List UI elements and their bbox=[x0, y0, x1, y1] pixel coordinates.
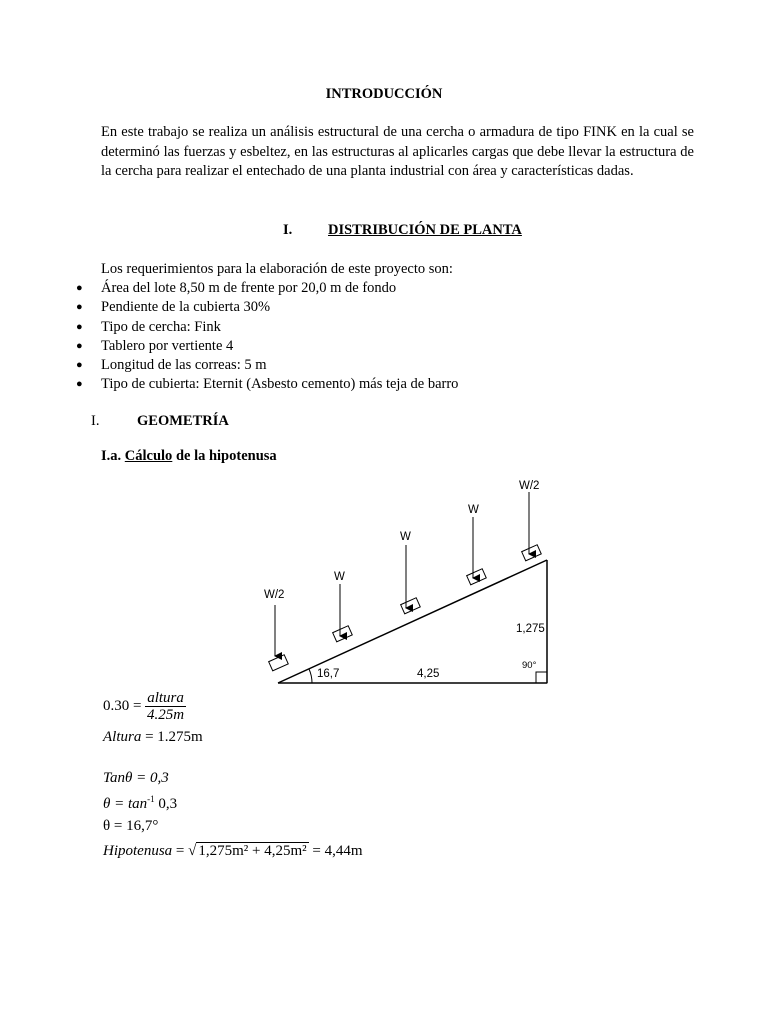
list-item-text: Pendiente de la cubierta 30% bbox=[101, 299, 271, 316]
requirements-intro: Los requerimientos para la elaboración de este proyecto son: bbox=[101, 261, 453, 277]
subsection-prefix: I.a. bbox=[101, 448, 122, 464]
equation-height bbox=[103, 729, 203, 746]
fraction-numerator: altura bbox=[147, 690, 184, 706]
equation-result: = 4,44m bbox=[308, 843, 363, 859]
section-title: DISTRIBUCIÓN DE PLANTA bbox=[328, 222, 522, 238]
load-label: W bbox=[468, 504, 479, 516]
list-item-text: Tipo de cubierta: Eternit (Asbesto cemento) más teja de barro bbox=[101, 376, 459, 393]
equation-equals: = bbox=[172, 843, 189, 859]
equation-radicand: 1,275m² + 4,25m² bbox=[198, 843, 307, 859]
load-label: W bbox=[400, 531, 411, 543]
list-item bbox=[0, 298, 458, 317]
intro-paragraph: En este trabajo se realiza un análisis estructural de una cercha o armadura de tipo FINK en la cual se determinó las fuerzas y esbeltez, en las estructuras al aplicarles cargas que debe llevar la estructura de la cercha para realizar el entechado de una planta industrial con área y características dadas. bbox=[101, 124, 694, 179]
equation-value: = 1.275m bbox=[141, 729, 203, 745]
requirements-list bbox=[0, 279, 458, 395]
list-item bbox=[0, 279, 458, 298]
bullet-icon: ● bbox=[76, 282, 83, 294]
bullet-icon: ● bbox=[76, 339, 83, 352]
load-label: W bbox=[334, 571, 345, 583]
triangle bbox=[278, 560, 547, 683]
section-title: GEOMETRÍA bbox=[137, 413, 229, 429]
list-item-text: Área del lote 8,50 m de frente por 20,0 m de fondo bbox=[101, 280, 397, 296]
equation-lhs: 0.30 = bbox=[103, 697, 142, 714]
right-angle-label: 90° bbox=[522, 660, 537, 671]
equation-variable: Altura bbox=[103, 729, 142, 745]
list-item bbox=[0, 318, 458, 337]
triangle-hypotenuse bbox=[278, 560, 547, 683]
purlin bbox=[522, 545, 542, 561]
angle-label: 16,7 bbox=[317, 668, 340, 680]
list-item bbox=[0, 356, 458, 375]
section-number: I. bbox=[91, 413, 100, 429]
list-item-text: Tipo de cercha: Fink bbox=[101, 318, 221, 335]
page-title: INTRODUCCIÓN bbox=[325, 86, 443, 102]
bullet-icon: ● bbox=[76, 320, 83, 333]
sqrt-icon: √ bbox=[188, 843, 197, 859]
bullet-icon: ● bbox=[76, 359, 83, 372]
bullet-icon: ● bbox=[76, 301, 83, 314]
load-label: W/2 bbox=[264, 589, 285, 601]
equation-superscript: -1 bbox=[147, 794, 155, 804]
list-item-text: Longitud de las correas: 5 m bbox=[101, 357, 267, 374]
base-label: 4,25 bbox=[417, 668, 440, 680]
equation-ratio bbox=[103, 690, 186, 723]
purlins bbox=[269, 545, 542, 671]
fraction-denominator: 4.25m bbox=[147, 707, 185, 723]
height-label: 1,275 bbox=[516, 623, 545, 635]
equation-hypotenuse bbox=[103, 843, 363, 860]
truss-diagram bbox=[250, 470, 570, 690]
equation-tan: Tanθ = 0,3 bbox=[103, 770, 169, 786]
list-item bbox=[0, 337, 458, 356]
angle-arc bbox=[309, 669, 312, 683]
purlin bbox=[401, 598, 421, 614]
fraction bbox=[145, 690, 186, 723]
equation-rhs: 0,3 bbox=[154, 796, 178, 812]
section-number: I. bbox=[283, 222, 293, 238]
purlin bbox=[269, 655, 289, 671]
equation-arctan bbox=[103, 794, 177, 813]
bullet-icon: ● bbox=[76, 378, 83, 391]
load-label: W/2 bbox=[519, 480, 540, 492]
equation-angle: θ = 16,7° bbox=[103, 818, 159, 834]
equation-lhs: θ = tan bbox=[103, 796, 148, 812]
list-item-text: Tablero por vertiente 4 bbox=[101, 337, 234, 354]
load-arrows bbox=[275, 492, 529, 656]
purlin bbox=[333, 626, 353, 642]
list-item bbox=[0, 375, 458, 394]
subsection-underlined: Cálculo bbox=[124, 448, 173, 464]
purlin bbox=[467, 569, 487, 585]
equation-variable: Hipotenusa bbox=[103, 843, 173, 859]
right-angle-marker bbox=[536, 672, 547, 683]
subsection-rest: de la hipotenusa bbox=[172, 448, 277, 464]
subsection-title bbox=[101, 448, 277, 465]
